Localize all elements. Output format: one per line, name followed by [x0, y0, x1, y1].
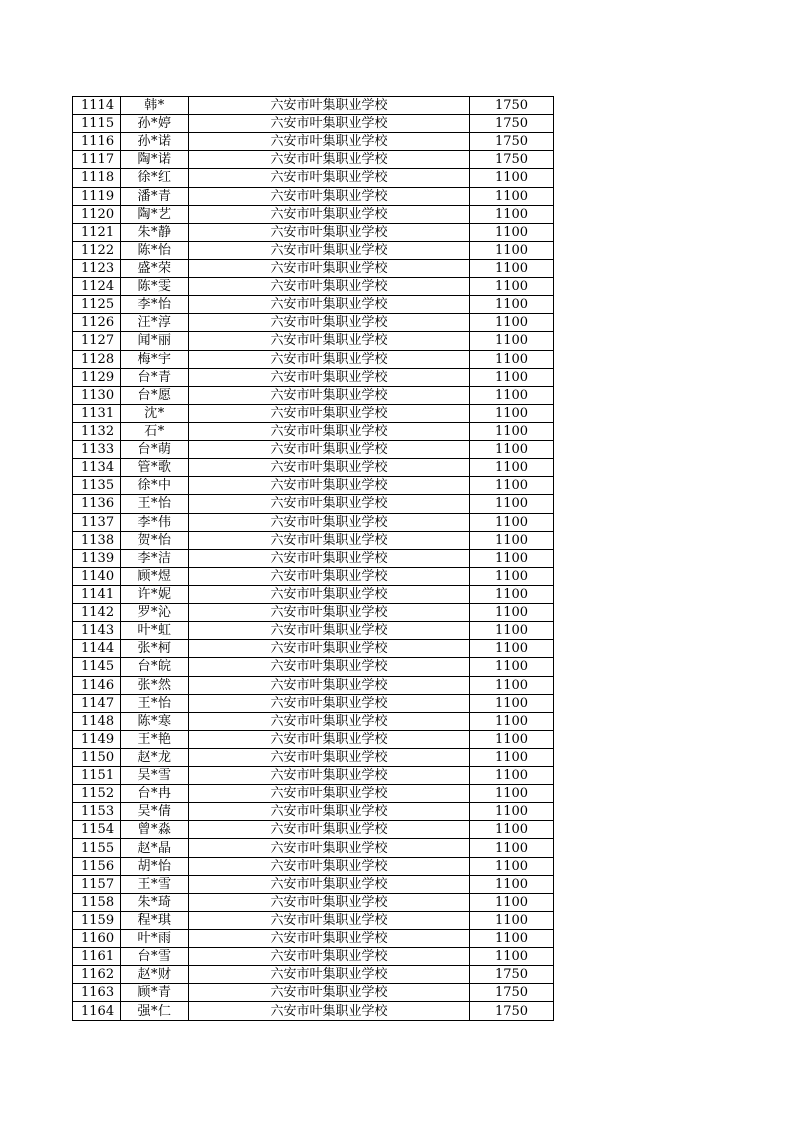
school-name-cell: 六安市叶集职业学校	[189, 459, 470, 477]
school-name-cell: 六安市叶集职业学校	[189, 314, 470, 332]
table-row	[73, 332, 554, 350]
student-name-cell: 台*皖	[121, 658, 189, 676]
amount-cell: 1750	[470, 115, 554, 133]
amount-cell: 1100	[470, 205, 554, 223]
student-name-cell: 曾*淼	[121, 821, 189, 839]
amount-cell: 1100	[470, 658, 554, 676]
school-name-cell: 六安市叶集职业学校	[189, 730, 470, 748]
table-row	[73, 839, 554, 857]
amount-cell: 1100	[470, 332, 554, 350]
row-number-cell: 1164	[73, 1002, 121, 1020]
school-name-cell: 六安市叶集职业学校	[189, 332, 470, 350]
school-name-cell: 六安市叶集职业学校	[189, 712, 470, 730]
school-name-cell: 六安市叶集职业学校	[189, 531, 470, 549]
school-name-cell: 六安市叶集职业学校	[189, 404, 470, 422]
school-name-cell: 六安市叶集职业学校	[189, 984, 470, 1002]
student-name-cell: 叶*虹	[121, 622, 189, 640]
student-name-cell: 赵*财	[121, 966, 189, 984]
student-name-cell: 陈*怡	[121, 241, 189, 259]
table-row	[73, 115, 554, 133]
row-number-cell: 1123	[73, 259, 121, 277]
amount-cell: 1100	[470, 422, 554, 440]
row-number-cell: 1141	[73, 585, 121, 603]
student-name-cell: 沈*	[121, 404, 189, 422]
school-name-cell: 六安市叶集职业学校	[189, 767, 470, 785]
amount-cell: 1100	[470, 712, 554, 730]
table-row	[73, 296, 554, 314]
student-name-cell: 吴*倩	[121, 803, 189, 821]
amount-cell: 1100	[470, 948, 554, 966]
table-row	[73, 640, 554, 658]
school-name-cell: 六安市叶集职业学校	[189, 658, 470, 676]
table-row	[73, 314, 554, 332]
school-name-cell: 六安市叶集职业学校	[189, 622, 470, 640]
school-name-cell: 六安市叶集职业学校	[189, 785, 470, 803]
row-number-cell: 1138	[73, 531, 121, 549]
row-number-cell: 1136	[73, 495, 121, 513]
school-name-cell: 六安市叶集职业学校	[189, 278, 470, 296]
student-name-cell: 胡*怡	[121, 857, 189, 875]
row-number-cell: 1163	[73, 984, 121, 1002]
school-name-cell: 六安市叶集职业学校	[189, 911, 470, 929]
student-name-cell: 陈*寒	[121, 712, 189, 730]
row-number-cell: 1132	[73, 422, 121, 440]
amount-cell: 1750	[470, 984, 554, 1002]
school-name-cell: 六安市叶集职业学校	[189, 948, 470, 966]
amount-cell: 1100	[470, 585, 554, 603]
school-name-cell: 六安市叶集职业学校	[189, 1002, 470, 1020]
amount-cell: 1100	[470, 567, 554, 585]
student-name-cell: 叶*雨	[121, 930, 189, 948]
row-number-cell: 1157	[73, 875, 121, 893]
student-name-cell: 台*青	[121, 368, 189, 386]
school-name-cell: 六安市叶集职业学校	[189, 368, 470, 386]
amount-cell: 1100	[470, 875, 554, 893]
row-number-cell: 1154	[73, 821, 121, 839]
school-name-cell: 六安市叶集职业学校	[189, 422, 470, 440]
school-name-cell: 六安市叶集职业学校	[189, 350, 470, 368]
row-number-cell: 1144	[73, 640, 121, 658]
school-name-cell: 六安市叶集职业学校	[189, 694, 470, 712]
row-number-cell: 1155	[73, 839, 121, 857]
table-row	[73, 151, 554, 169]
school-name-cell: 六安市叶集职业学校	[189, 549, 470, 567]
student-name-cell: 陶*艺	[121, 205, 189, 223]
row-number-cell: 1151	[73, 767, 121, 785]
school-name-cell: 六安市叶集职业学校	[189, 857, 470, 875]
student-name-cell: 王*怡	[121, 495, 189, 513]
table-row	[73, 495, 554, 513]
amount-cell: 1750	[470, 97, 554, 115]
table-row	[73, 259, 554, 277]
amount-cell: 1100	[470, 676, 554, 694]
amount-cell: 1100	[470, 730, 554, 748]
school-name-cell: 六安市叶集职业学校	[189, 875, 470, 893]
school-name-cell: 六安市叶集职业学校	[189, 187, 470, 205]
student-name-cell: 台*冉	[121, 785, 189, 803]
row-number-cell: 1161	[73, 948, 121, 966]
row-number-cell: 1162	[73, 966, 121, 984]
amount-cell: 1100	[470, 893, 554, 911]
student-name-cell: 陶*诺	[121, 151, 189, 169]
row-number-cell: 1127	[73, 332, 121, 350]
school-name-cell: 六安市叶集职业学校	[189, 495, 470, 513]
row-number-cell: 1134	[73, 459, 121, 477]
table-row	[73, 1002, 554, 1020]
student-name-cell: 赵*晶	[121, 839, 189, 857]
amount-cell: 1100	[470, 821, 554, 839]
student-name-cell: 李*洁	[121, 549, 189, 567]
table-row	[73, 875, 554, 893]
table-row	[73, 459, 554, 477]
row-number-cell: 1158	[73, 893, 121, 911]
table-row	[73, 585, 554, 603]
student-name-cell: 孙*婷	[121, 115, 189, 133]
table-row	[73, 513, 554, 531]
amount-cell: 1100	[470, 604, 554, 622]
student-name-cell: 韩*	[121, 97, 189, 115]
amount-cell: 1100	[470, 278, 554, 296]
row-number-cell: 1135	[73, 477, 121, 495]
row-number-cell: 1119	[73, 187, 121, 205]
school-name-cell: 六安市叶集职业学校	[189, 223, 470, 241]
amount-cell: 1100	[470, 531, 554, 549]
student-name-cell: 王*怡	[121, 694, 189, 712]
table-row	[73, 893, 554, 911]
table-row	[73, 803, 554, 821]
table-row	[73, 622, 554, 640]
table-row	[73, 477, 554, 495]
table-row	[73, 567, 554, 585]
table-row	[73, 133, 554, 151]
table-row	[73, 712, 554, 730]
school-name-cell: 六安市叶集职业学校	[189, 296, 470, 314]
student-name-cell: 罗*沁	[121, 604, 189, 622]
school-name-cell: 六安市叶集职业学校	[189, 513, 470, 531]
student-name-cell: 顾*煜	[121, 567, 189, 585]
amount-cell: 1100	[470, 549, 554, 567]
amount-cell: 1750	[470, 133, 554, 151]
amount-cell: 1100	[470, 622, 554, 640]
amount-cell: 1100	[470, 223, 554, 241]
student-name-cell: 徐*红	[121, 169, 189, 187]
student-name-cell: 梅*宇	[121, 350, 189, 368]
table-row	[73, 767, 554, 785]
student-name-cell: 贺*怡	[121, 531, 189, 549]
table-row	[73, 350, 554, 368]
school-name-cell: 六安市叶集职业学校	[189, 477, 470, 495]
table-row	[73, 984, 554, 1002]
student-name-cell: 朱*静	[121, 223, 189, 241]
student-name-cell: 李*怡	[121, 296, 189, 314]
table-row	[73, 386, 554, 404]
amount-cell: 1100	[470, 259, 554, 277]
student-name-cell: 汪*淳	[121, 314, 189, 332]
student-name-cell: 孙*诺	[121, 133, 189, 151]
amount-cell: 1100	[470, 477, 554, 495]
row-number-cell: 1160	[73, 930, 121, 948]
student-name-cell: 程*琪	[121, 911, 189, 929]
school-name-cell: 六安市叶集职业学校	[189, 893, 470, 911]
row-number-cell: 1120	[73, 205, 121, 223]
student-name-cell: 台*雪	[121, 948, 189, 966]
amount-cell: 1100	[470, 694, 554, 712]
roster-table	[72, 96, 554, 1021]
amount-cell: 1100	[470, 368, 554, 386]
table-row	[73, 730, 554, 748]
student-name-cell: 张*柯	[121, 640, 189, 658]
row-number-cell: 1146	[73, 676, 121, 694]
table-row	[73, 821, 554, 839]
row-number-cell: 1159	[73, 911, 121, 929]
amount-cell: 1100	[470, 767, 554, 785]
student-name-cell: 王*雪	[121, 875, 189, 893]
amount-cell: 1750	[470, 1002, 554, 1020]
school-name-cell: 六安市叶集职业学校	[189, 259, 470, 277]
row-number-cell: 1147	[73, 694, 121, 712]
roster-table-body	[73, 97, 554, 1021]
school-name-cell: 六安市叶集职业学校	[189, 133, 470, 151]
student-name-cell: 陈*雯	[121, 278, 189, 296]
school-name-cell: 六安市叶集职业学校	[189, 585, 470, 603]
table-row	[73, 422, 554, 440]
school-name-cell: 六安市叶集职业学校	[189, 676, 470, 694]
table-row	[73, 911, 554, 929]
school-name-cell: 六安市叶集职业学校	[189, 205, 470, 223]
amount-cell: 1100	[470, 911, 554, 929]
school-name-cell: 六安市叶集职业学校	[189, 803, 470, 821]
student-name-cell: 管*歌	[121, 459, 189, 477]
table-row	[73, 404, 554, 422]
student-name-cell: 张*然	[121, 676, 189, 694]
amount-cell: 1100	[470, 241, 554, 259]
school-name-cell: 六安市叶集职业学校	[189, 640, 470, 658]
row-number-cell: 1129	[73, 368, 121, 386]
amount-cell: 1100	[470, 187, 554, 205]
table-row	[73, 676, 554, 694]
student-name-cell: 赵*龙	[121, 748, 189, 766]
row-number-cell: 1133	[73, 441, 121, 459]
row-number-cell: 1139	[73, 549, 121, 567]
amount-cell: 1750	[470, 151, 554, 169]
student-name-cell: 吴*雪	[121, 767, 189, 785]
row-number-cell: 1122	[73, 241, 121, 259]
school-name-cell: 六安市叶集职业学校	[189, 821, 470, 839]
table-row	[73, 169, 554, 187]
student-name-cell: 许*妮	[121, 585, 189, 603]
student-name-cell: 李*伟	[121, 513, 189, 531]
table-row	[73, 187, 554, 205]
amount-cell: 1100	[470, 857, 554, 875]
student-name-cell: 顾*青	[121, 984, 189, 1002]
row-number-cell: 1121	[73, 223, 121, 241]
row-number-cell: 1130	[73, 386, 121, 404]
school-name-cell: 六安市叶集职业学校	[189, 97, 470, 115]
amount-cell: 1100	[470, 404, 554, 422]
amount-cell: 1100	[470, 785, 554, 803]
row-number-cell: 1116	[73, 133, 121, 151]
amount-cell: 1100	[470, 748, 554, 766]
row-number-cell: 1148	[73, 712, 121, 730]
amount-cell: 1100	[470, 930, 554, 948]
table-row	[73, 948, 554, 966]
student-name-cell: 闻*丽	[121, 332, 189, 350]
table-row	[73, 785, 554, 803]
student-name-cell: 石*	[121, 422, 189, 440]
row-number-cell: 1142	[73, 604, 121, 622]
row-number-cell: 1117	[73, 151, 121, 169]
amount-cell: 1100	[470, 296, 554, 314]
amount-cell: 1100	[470, 495, 554, 513]
school-name-cell: 六安市叶集职业学校	[189, 169, 470, 187]
table-row	[73, 531, 554, 549]
school-name-cell: 六安市叶集职业学校	[189, 930, 470, 948]
row-number-cell: 1153	[73, 803, 121, 821]
school-name-cell: 六安市叶集职业学校	[189, 441, 470, 459]
table-row	[73, 97, 554, 115]
row-number-cell: 1137	[73, 513, 121, 531]
row-number-cell: 1149	[73, 730, 121, 748]
row-number-cell: 1128	[73, 350, 121, 368]
table-row	[73, 441, 554, 459]
row-number-cell: 1152	[73, 785, 121, 803]
student-name-cell: 徐*中	[121, 477, 189, 495]
student-name-cell: 盛*荣	[121, 259, 189, 277]
amount-cell: 1100	[470, 314, 554, 332]
row-number-cell: 1125	[73, 296, 121, 314]
student-name-cell: 台*萌	[121, 441, 189, 459]
table-row	[73, 930, 554, 948]
row-number-cell: 1114	[73, 97, 121, 115]
row-number-cell: 1156	[73, 857, 121, 875]
student-name-cell: 台*愿	[121, 386, 189, 404]
school-name-cell: 六安市叶集职业学校	[189, 241, 470, 259]
school-name-cell: 六安市叶集职业学校	[189, 839, 470, 857]
amount-cell: 1750	[470, 966, 554, 984]
row-number-cell: 1115	[73, 115, 121, 133]
table-row	[73, 966, 554, 984]
table-row	[73, 658, 554, 676]
row-number-cell: 1126	[73, 314, 121, 332]
row-number-cell: 1140	[73, 567, 121, 585]
table-row	[73, 549, 554, 567]
table-row	[73, 748, 554, 766]
table-row	[73, 857, 554, 875]
table-row	[73, 278, 554, 296]
school-name-cell: 六安市叶集职业学校	[189, 966, 470, 984]
school-name-cell: 六安市叶集职业学校	[189, 151, 470, 169]
amount-cell: 1100	[470, 803, 554, 821]
school-name-cell: 六安市叶集职业学校	[189, 748, 470, 766]
table-row	[73, 205, 554, 223]
table-row	[73, 604, 554, 622]
amount-cell: 1100	[470, 839, 554, 857]
student-name-cell: 朱*琦	[121, 893, 189, 911]
table-row	[73, 694, 554, 712]
amount-cell: 1100	[470, 169, 554, 187]
amount-cell: 1100	[470, 350, 554, 368]
amount-cell: 1100	[470, 386, 554, 404]
student-name-cell: 王*艳	[121, 730, 189, 748]
table-row	[73, 223, 554, 241]
row-number-cell: 1131	[73, 404, 121, 422]
table-row	[73, 241, 554, 259]
school-name-cell: 六安市叶集职业学校	[189, 604, 470, 622]
row-number-cell: 1118	[73, 169, 121, 187]
school-name-cell: 六安市叶集职业学校	[189, 567, 470, 585]
amount-cell: 1100	[470, 513, 554, 531]
row-number-cell: 1145	[73, 658, 121, 676]
school-name-cell: 六安市叶集职业学校	[189, 115, 470, 133]
amount-cell: 1100	[470, 459, 554, 477]
amount-cell: 1100	[470, 640, 554, 658]
student-name-cell: 强*仁	[121, 1002, 189, 1020]
table-row	[73, 368, 554, 386]
row-number-cell: 1143	[73, 622, 121, 640]
row-number-cell: 1150	[73, 748, 121, 766]
row-number-cell: 1124	[73, 278, 121, 296]
amount-cell: 1100	[470, 441, 554, 459]
school-name-cell: 六安市叶集职业学校	[189, 386, 470, 404]
student-name-cell: 潘*青	[121, 187, 189, 205]
